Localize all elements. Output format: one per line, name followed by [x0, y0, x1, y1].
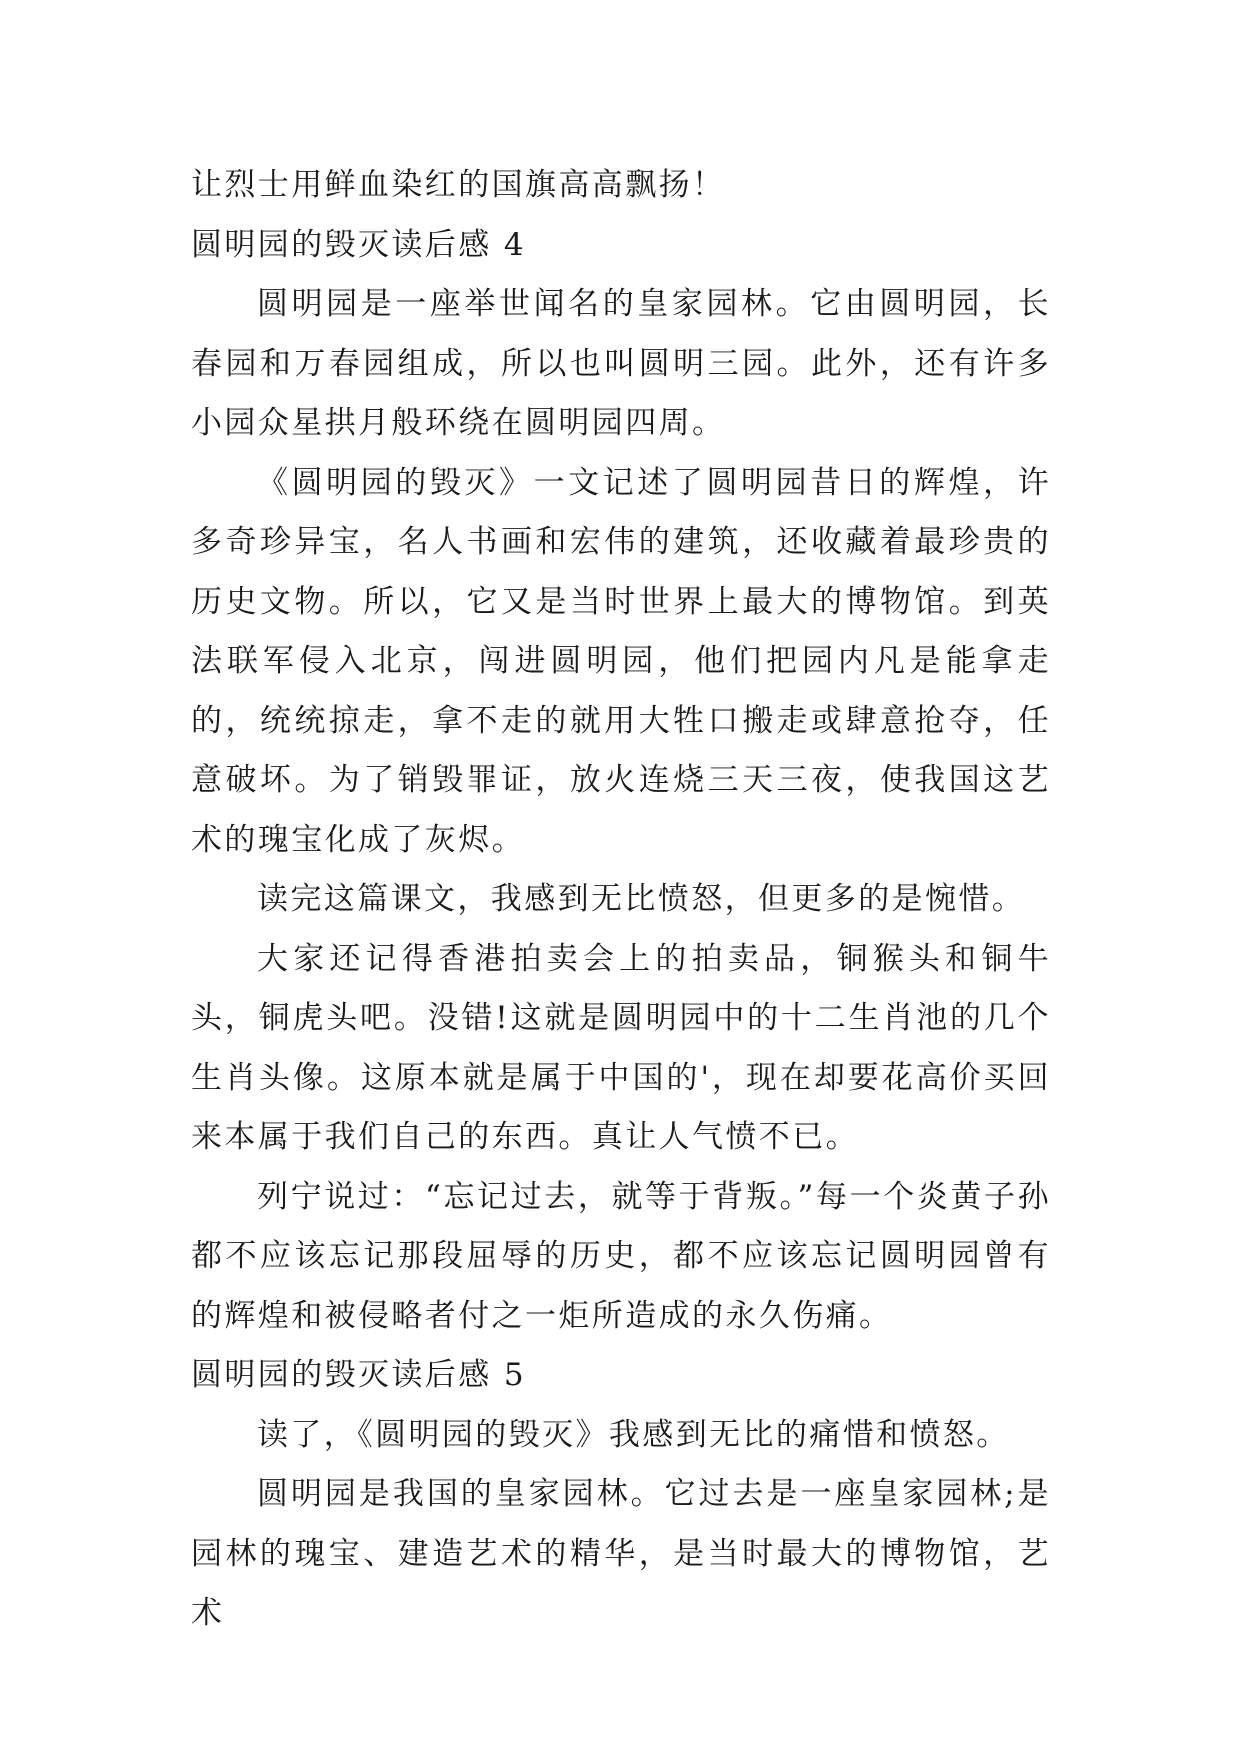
document-body [191, 156, 1051, 1644]
paragraph: 《圆明园的毁灭》一文记述了圆明园昔日的辉煌，许多奇珍异宝，名人书画和宏伟的建筑，还收藏着最珍贵的历史文物。所以，它又是当时世界上最大的博物馆。到英法联军侵入北京，闯进圆明园，他们把园内凡是能拿走的，统统掠走，拿不走的就用大牲口搬走或肆意抢夺，任意破坏。为了销毁罪证，放火连烧三天三夜，使我国这艺术的瑰宝化成了灰烬。 [191, 464, 1051, 858]
paragraph: 大家还记得香港拍卖会上的拍卖品，铜猴头和铜牛头，铜虎头吧。没错!这就是圆明园中的十二生肖池的几个生肖头像。这原本就是属于中国的'，现在却要花高价买回来本属于我们自己的东西。真让人气愤不已。 [191, 940, 1051, 1155]
paragraph: 读完这篇课文，我感到无比愤怒，但更多的是惋惜。 [257, 881, 1026, 917]
paragraph-closing-line: 让烈士用鲜血染红的国旗高高飘扬！ [191, 167, 726, 203]
paragraph: 圆明园是一座举世闻名的皇家园林。它由圆明园，长春园和万春园组成，所以也叫圆明三园。此外，还有许多小园众星拱月般环绕在圆明园四周。 [191, 286, 1051, 441]
paragraph: 读了，《圆明园的毁灭》我感到无比的痛惜和愤怒。 [257, 1416, 1010, 1453]
section-heading-4: 圆明园的毁灭读后感 4 [191, 226, 526, 263]
section-heading-5: 圆明园的毁灭读后感 5 [191, 1357, 526, 1393]
paragraph: 列宁说过：“忘记过去，就等于背叛。”每一个炎黄子孙都不应该忘记那段屈辱的历史，都不应该忘记圆明园曾有的辉煌和被侵略者付之一炬所造成的永久伤痛。 [191, 1178, 1051, 1334]
paragraph: 圆明园是我国的皇家园林。它过去是一座皇家园林;是园林的瑰宝、建造艺术的精华，是当时最大的博物馆，艺术 [191, 1476, 1051, 1631]
